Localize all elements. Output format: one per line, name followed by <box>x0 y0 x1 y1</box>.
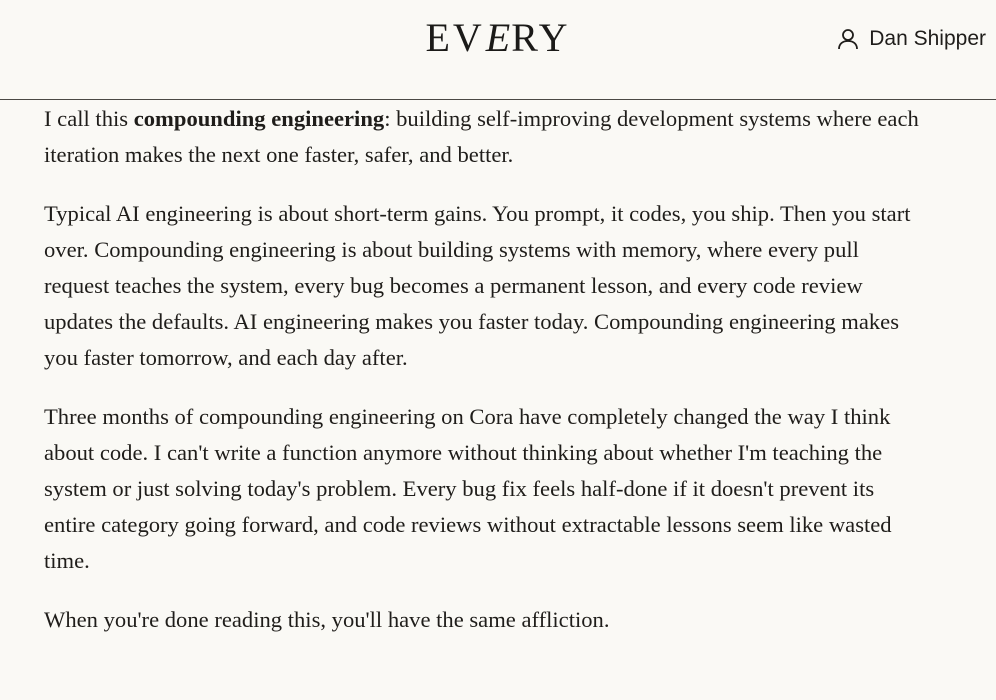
user-icon <box>837 28 859 50</box>
paragraph-2: Typical AI engineering is about short-term gains. You prompt, it codes, you ship. Then you start over. Compounding engineering is about building systems with memory, where every pull request teaches the system, every bug becomes a permanent lesson, and every code review updates the defaults. AI engineering makes you faster today. Compounding engineering makes you faster tomorrow, and each day after. <box>44 201 911 370</box>
user-account-button[interactable] <box>837 27 986 51</box>
article-body <box>44 101 924 661</box>
logo-text-end: RY <box>511 15 571 60</box>
paragraph-3: Three months of compounding engineering on Cora have completely changed the way I think about code. I can't write a function anymore without thinking about whether I'm teaching the system or just solving today's problem. Every bug fix feels half-done if it doesn't prevent its entire category going forward, and code reviews without extractable lessons seem like wasted time. <box>44 404 892 573</box>
paragraph-4: When you're done reading this, you'll have the same affliction. <box>44 607 610 632</box>
logo-text-start: EV <box>425 15 485 60</box>
paragraph-1-term: compounding engineering <box>133 106 385 131</box>
top-navigation-bar <box>0 0 996 100</box>
paragraph-1 <box>44 101 924 173</box>
user-name: Dan Shipper <box>869 27 986 50</box>
paragraph-1-intro: I call this <box>44 106 134 131</box>
paragraph-1-rest: : building self-improving development systems where each iteration makes the next one faster, safer, and better. <box>44 106 919 167</box>
logo-text-italic-e: E <box>485 15 511 60</box>
